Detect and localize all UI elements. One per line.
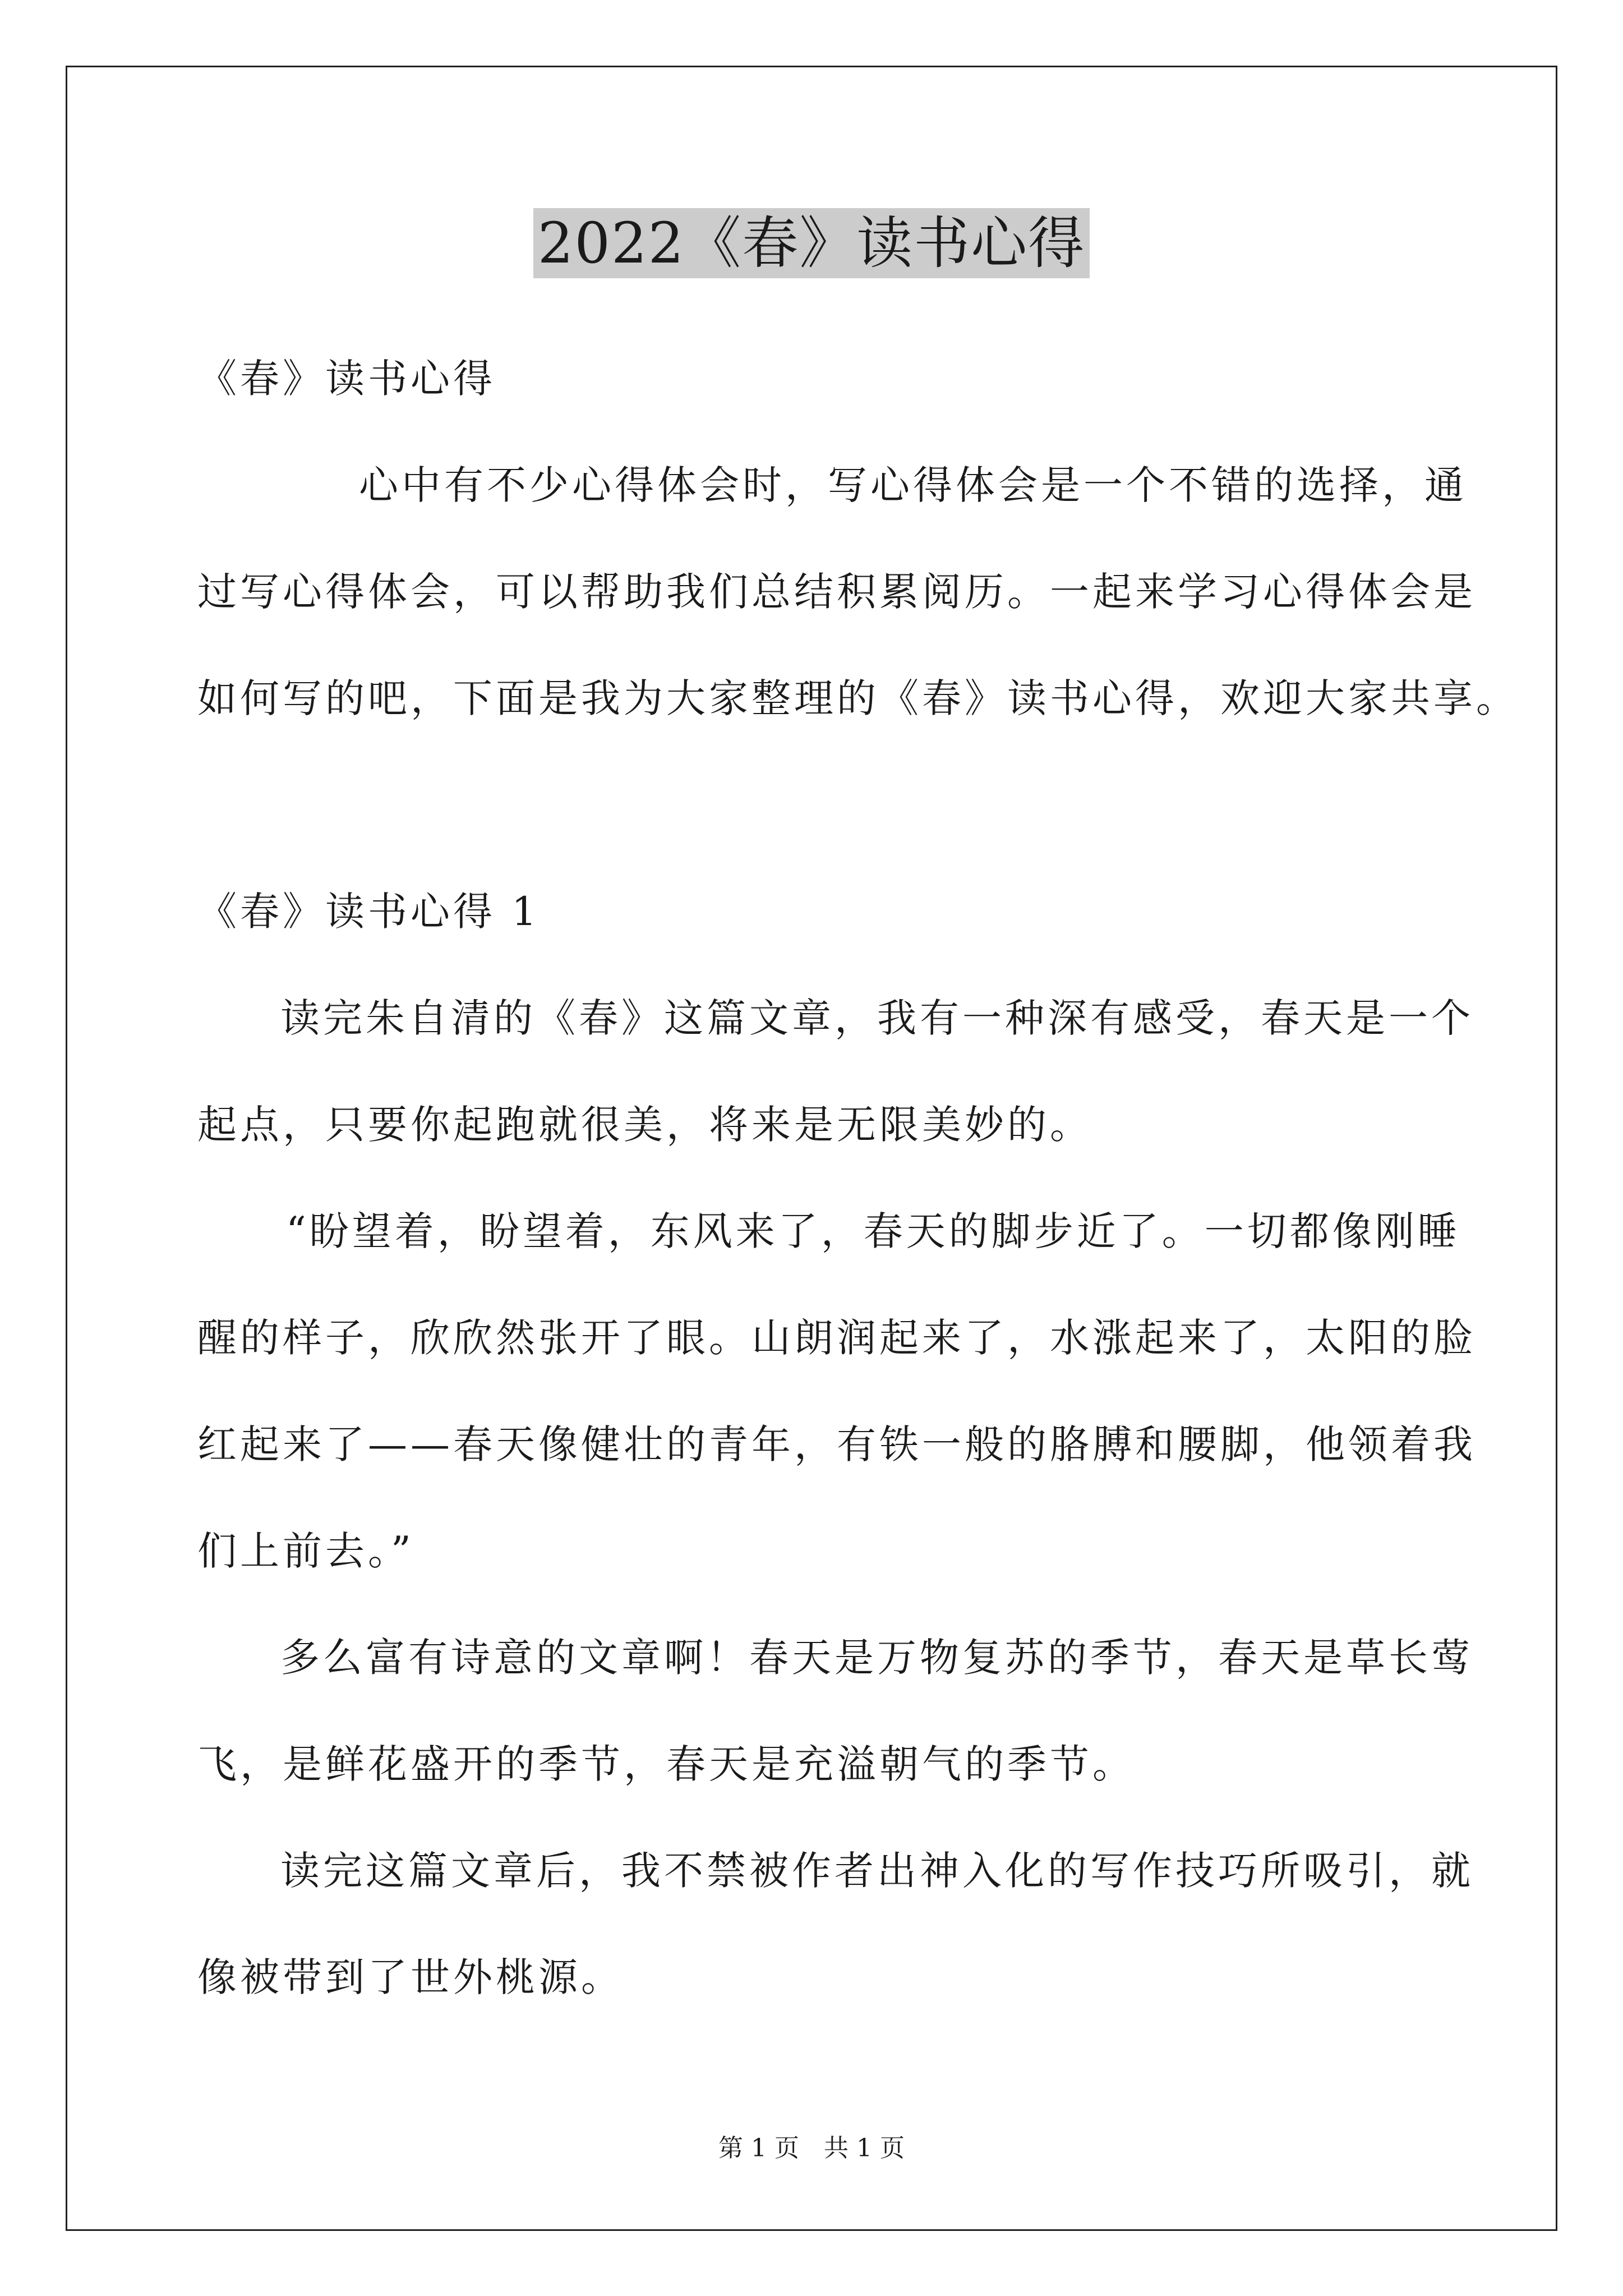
paragraph-line: 们上前去。” <box>197 1528 414 1574</box>
paragraph-line: 飞，是鲜花盛开的季节，春天是充溢朝气的季节。 <box>197 1741 1135 1787</box>
paragraph-line: 起点，只要你起跑就很美，将来是无限美妙的。 <box>197 1102 1092 1148</box>
paragraph-line: 多么富有诗意的文章啊！春天是万物复苏的季节，春天是草长莺 <box>280 1635 1474 1681</box>
paragraph-line: “盼望着，盼望着，东风来了，春天的脚步近了。一切都像刚睡 <box>286 1208 1460 1254</box>
page-footer: 第 1 页 共 1 页 <box>718 2134 905 2162</box>
section-heading: 《春》读书心得 1 <box>197 889 540 935</box>
intro-line-1: 心中有不少心得体会时，写心得体会是一个不错的选择，通 <box>359 462 1467 508</box>
document-title-text: 2022《春》读书心得 <box>533 208 1090 278</box>
document-title <box>0 206 1623 280</box>
intro-line-3: 如何写的吧，下面是我为大家整理的《春》读书心得，欢迎大家共享。 <box>197 675 1519 721</box>
paragraph-line: 读完朱自清的《春》这篇文章，我有一种深有感受，春天是一个 <box>280 995 1474 1041</box>
paragraph-line: 像被带到了世外桃源。 <box>197 1954 624 2000</box>
paragraph-line: 红起来了——春天像健壮的青年，有铁一般的胳膊和腰脚，他领着我 <box>197 1421 1476 1467</box>
paragraph-line: 读完这篇文章后，我不禁被作者出神入化的写作技巧所吸引，就 <box>280 1848 1474 1894</box>
intro-line-2: 过写心得体会，可以帮助我们总结积累阅历。一起来学习心得体会是 <box>197 569 1476 615</box>
paragraph-line: 醒的样子，欣欣然张开了眼。山朗润起来了，水涨起来了，太阳的脸 <box>197 1315 1476 1361</box>
intro-heading: 《春》读书心得 <box>197 356 496 402</box>
